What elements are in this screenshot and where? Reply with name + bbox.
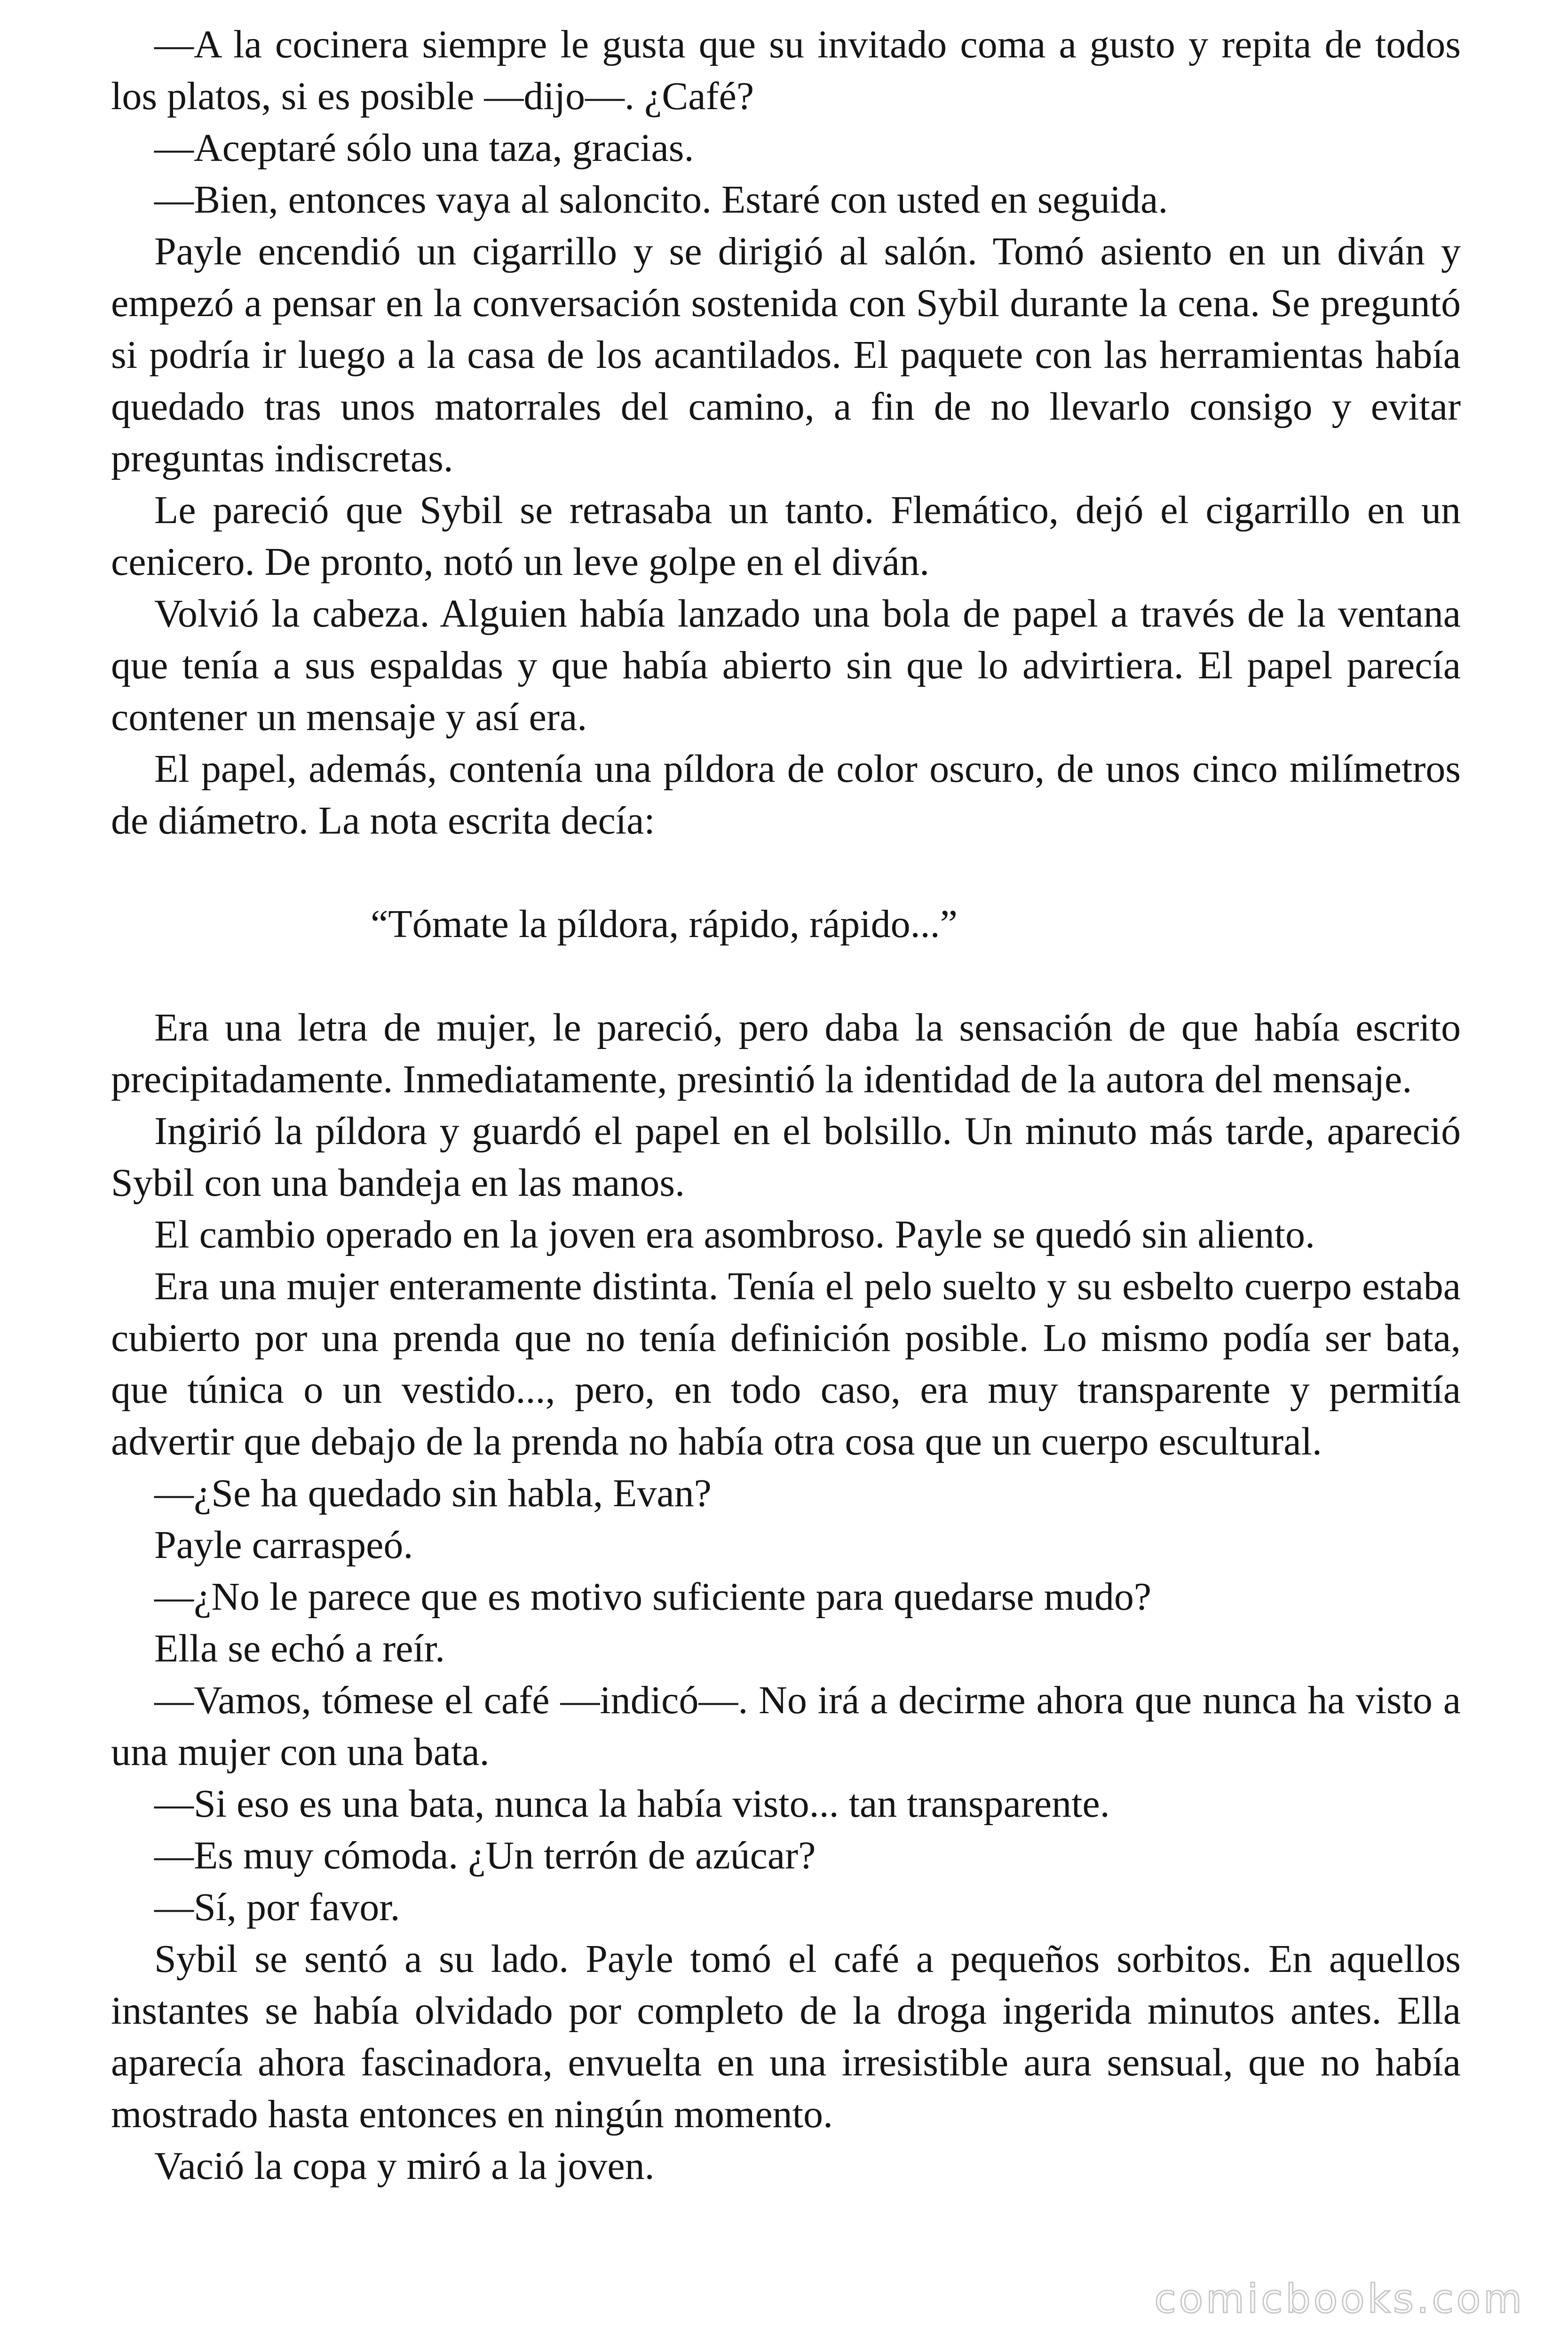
paragraph: —Es muy cómoda. ¿Un terrón de azúcar?: [154, 1834, 816, 1877]
paragraph: —Vamos, tómese el café —indicó—. No irá a decirme ahora que nunca ha visto a una mujer con una bata.: [111, 1678, 1461, 1774]
paragraph: Payle encendió un cigarrillo y se dirigió al salón. Tomó asiento en un diván y empezó a pensar en la conversación sostenida con Sybil durante la cena. Se preguntó si podría ir luego a la casa de los acantilados. El paquete con las herramientas había quedado tras unos matorrales del camino, a fin de no llevarlo consigo y evitar preguntas indiscretas.: [111, 230, 1461, 480]
paragraph: —¿Se ha quedado sin habla, Evan?: [154, 1471, 712, 1515]
paragraph: Ella se echó a reír.: [154, 1627, 445, 1670]
quoted-note: “Tómate la píldora, rápido, rápido...”: [371, 902, 958, 946]
paragraph: Era una letra de mujer, le pareció, pero daba la sensación de que había escrito precipitadamente. Inmediatamente, presintió la identidad de la autora del mensaje.: [111, 1006, 1461, 1101]
paragraph: —Sí, por favor.: [154, 1885, 400, 1929]
watermark-logo: comicbooks.com: [1154, 2276, 1525, 2322]
paragraph: Era una mujer enteramente distinta. Tenía el pelo suelto y su esbelto cuerpo estaba cubierto por una prenda que no tenía definición posible. Lo mismo podía ser bata, que túnica o un vestido..., pero, en todo caso, era muy transparente y permitía advertir que debajo de la prenda no había otra cosa que un cuerpo escultural.: [111, 1264, 1461, 1463]
paragraph: —¿No le parece que es motivo suficiente para quedarse mudo?: [154, 1575, 1152, 1619]
paragraph: Le pareció que Sybil se retrasaba un tanto. Flemático, dejó el cigarrillo en un cenicero. De pronto, notó un leve golpe en el diván.: [111, 488, 1461, 584]
paragraph: Vació la copa y miró a la joven.: [154, 2144, 655, 2188]
paragraph: Volvió la cabeza. Alguien había lanzado una bola de papel a través de la ventana que tenía a sus espaldas y que había abierto sin que lo advirtiera. El papel parecía contener un mensaje y así era.: [111, 592, 1461, 739]
paragraph: —Si eso es una bata, nunca la había visto... tan transparente.: [154, 1782, 1110, 1826]
paragraph: Payle carraspeó.: [154, 1523, 413, 1567]
paragraph: El cambio operado en la joven era asombroso. Payle se quedó sin aliento.: [154, 1213, 1315, 1256]
paragraph: El papel, además, contenía una píldora de color oscuro, de unos cinco milímetros de diámetro. La nota escrita decía:: [111, 747, 1461, 842]
page-text: [111, 19, 1461, 2192]
paragraph: Ingirió la píldora y guardó el papel en el bolsillo. Un minuto más tarde, apareció Sybil con una bandeja en las manos.: [111, 1109, 1461, 1205]
paragraph: —A la cocinera siempre le gusta que su invitado coma a gusto y repita de todos los platos, si es posible —dijo—. ¿Café?: [111, 23, 1461, 118]
paragraph: —Bien, entonces vaya al saloncito. Estaré con usted en seguida.: [154, 178, 1168, 222]
paragraph: Sybil se sentó a su lado. Payle tomó el café a pequeños sorbitos. En aquellos instantes se había olvidado por completo de la droga ingerida minutos antes. Ella aparecía ahora fascinadora, envuelta en una irresistible aura sensual, que no había mostrado hasta entonces en ningún momento.: [111, 1937, 1461, 2136]
paragraph: —Aceptaré sólo una taza, gracias.: [154, 126, 694, 170]
